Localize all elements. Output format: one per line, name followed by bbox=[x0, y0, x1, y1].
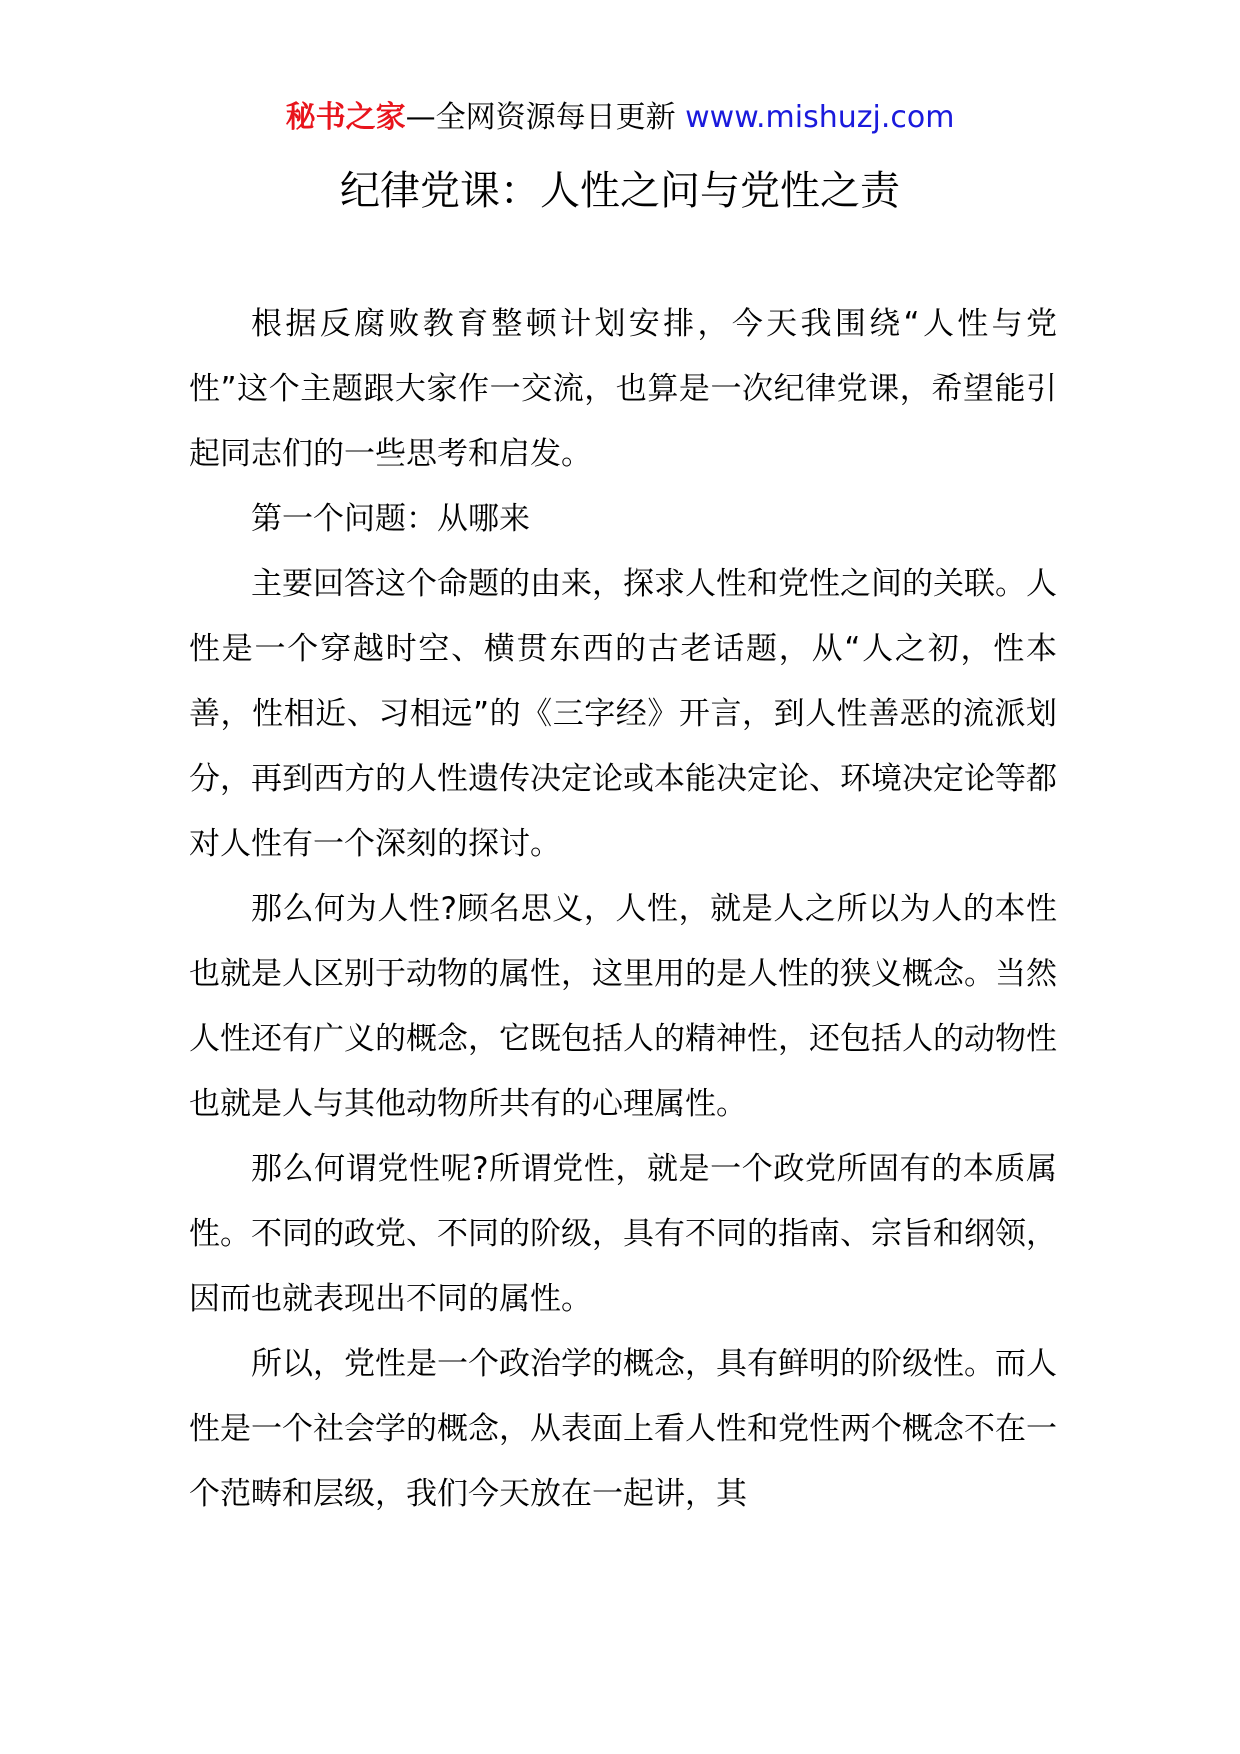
paragraph: 所以，党性是一个政治学的概念，具有鲜明的阶级性。而人性是一个社会学的概念，从表面上看人性和党性两个概念不在一个范畴和层级，我们今天放在一起讲，其 bbox=[189, 1346, 1057, 1512]
paragraph: 主要回答这个命题的由来，探求人性和党性之间的关联。人性是一个穿越时空、横贯东西的古老话题，从“人之初，性本善，性相近、习相远”的《三字经》开言，到人性善恶的流派划分，再到西方的人性遗传决定论或本能决定论、环境决定论等都对人性有一个深刻的探讨。 bbox=[189, 566, 1057, 862]
section-heading: 第一个问题：从哪来 bbox=[251, 501, 530, 537]
site-url[interactable]: www.mishuzj.com bbox=[685, 100, 955, 135]
paragraph: 那么何为人性?顾名思义，人性，就是人之所以为人的本性也就是人区别于动物的属性，这里用的是人性的狭义概念。当然人性还有广义的概念，它既包括人的精神性，还包括人的动物性也就是人与其他动物所共有的心理属性。 bbox=[189, 891, 1057, 1122]
brand-name: 秘书之家 bbox=[285, 100, 406, 135]
document-title: 纪律党课：人性之问与党性之责 bbox=[340, 168, 900, 214]
site-header bbox=[0, 98, 1240, 138]
paragraph: 那么何谓党性呢?所谓党性，就是一个政党所固有的本质属性。不同的政党、不同的阶级，具有不同的指南、宗旨和纲领，因而也就表现出不同的属性。 bbox=[189, 1151, 1057, 1317]
paragraph: 根据反腐败教育整顿计划安排，今天我围绕“人性与党性”这个主题跟大家作一交流，也算是一次纪律党课，希望能引起同志们的一些思考和启发。 bbox=[189, 306, 1057, 472]
header-tagline: —全网资源每日更新 bbox=[405, 100, 676, 135]
document-body bbox=[189, 292, 1057, 1527]
